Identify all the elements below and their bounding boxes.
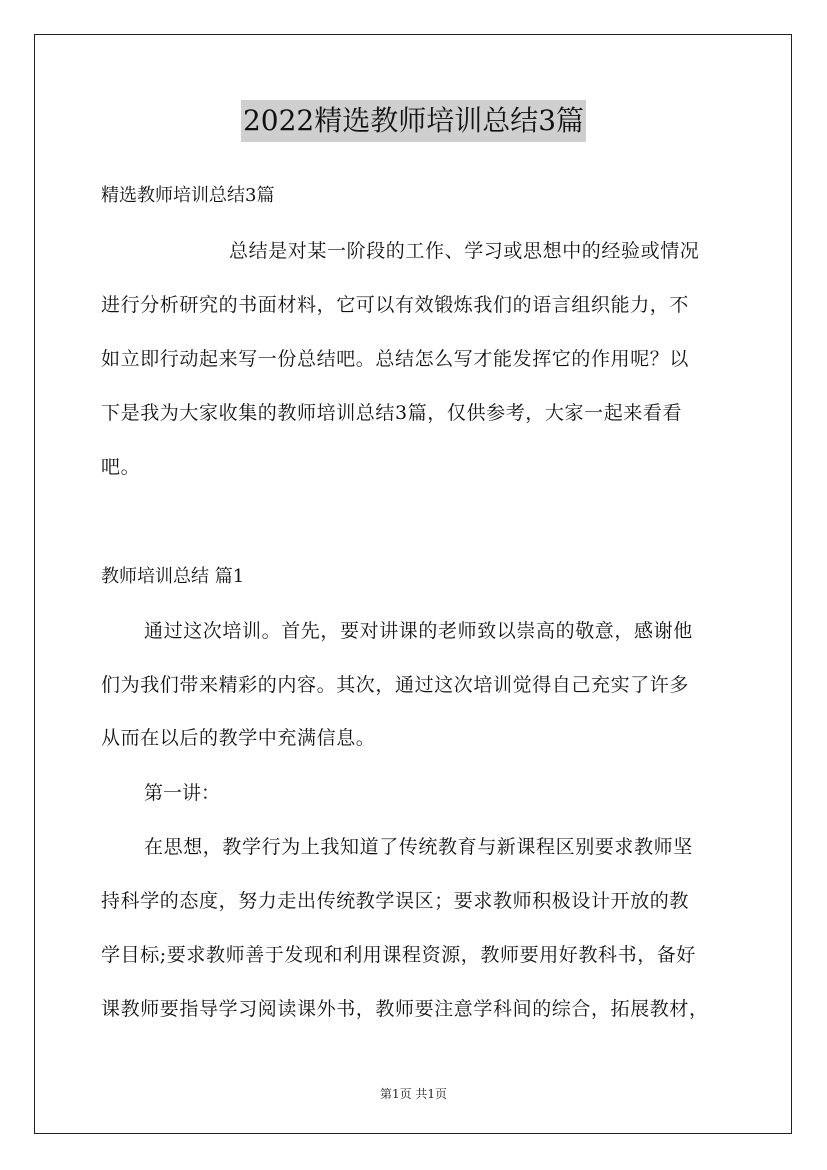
- body-line: 持科学的态度，努力走出传统教学误区；要求教师积极设计开放的教: [101, 890, 690, 912]
- intro-line: 吧。: [101, 456, 141, 478]
- document-subtitle: 精选教师培训总结3篇: [101, 185, 275, 206]
- intro-line: 总结是对某一阶段的工作、学习或思想中的经验或情况: [229, 240, 700, 262]
- intro-line: 进行分析研究的书面材料，它可以有效锻炼我们的语言组织能力，不: [101, 294, 690, 316]
- body-line: 在思想，教学行为上我知道了传统教育与新课程区别要求教师坚: [144, 836, 693, 858]
- body-line: 通过这次培训。首先，要对讲课的老师致以崇高的敬意，感谢他: [144, 620, 693, 642]
- intro-line: 下是我为大家收集的教师培训总结3篇，仅供参考，大家一起来看看: [101, 402, 683, 424]
- body-line: 课教师要指导学习阅读课外书，教师要注意学科间的综合，拓展教材，: [101, 998, 709, 1020]
- body-line: 学目标;要求教师善于发现和利用课程资源，教师要用好教科书，备好: [101, 944, 697, 966]
- section-heading: 教师培训总结 篇1: [101, 566, 245, 587]
- body-line: 们为我们带来精彩的内容。其次，通过这次培训觉得自己充实了许多: [101, 674, 690, 696]
- body-line: 从而在以后的教学中充满信息。: [101, 727, 376, 749]
- lecture-label: 第一讲：: [144, 782, 221, 804]
- intro-line: 如立即行动起来写一份总结吧。总结怎么写才能发挥它的作用呢？以: [101, 348, 690, 370]
- document-title: 2022精选教师培训总结3篇: [241, 100, 586, 142]
- page-number: 第1页 共1页: [379, 1087, 448, 1101]
